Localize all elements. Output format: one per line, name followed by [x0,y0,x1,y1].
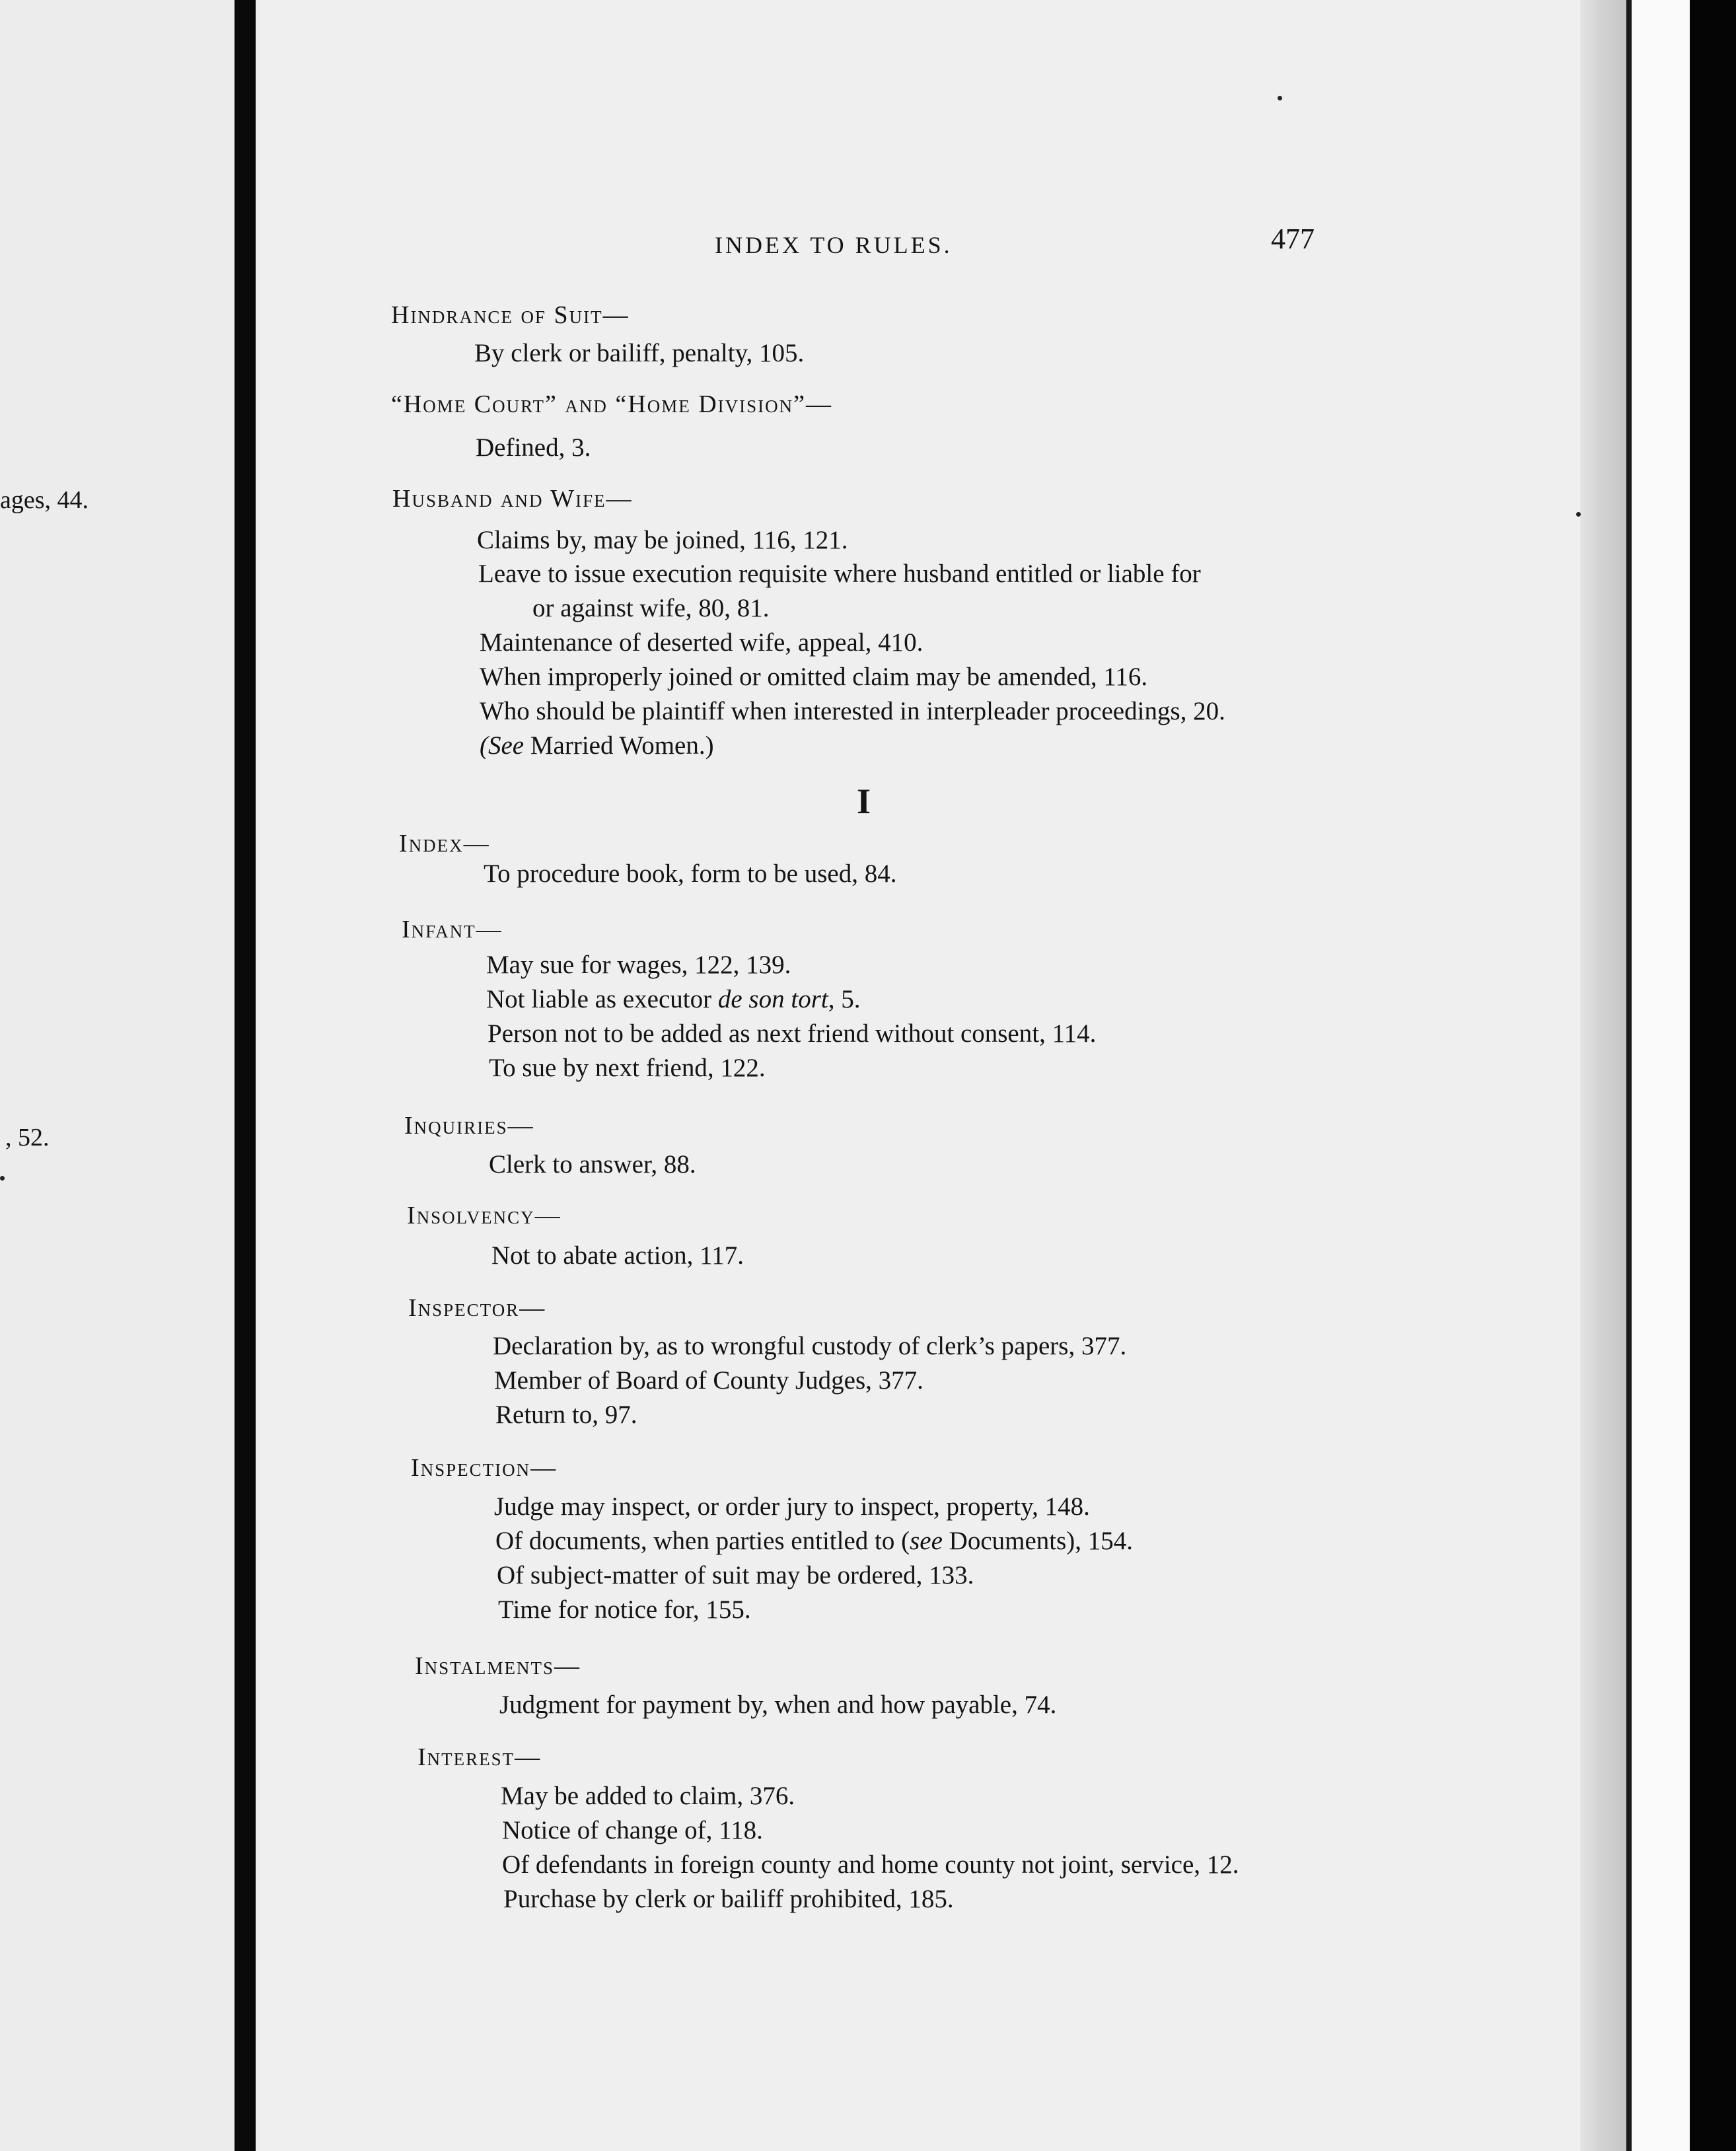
entry-line: Maintenance of deserted wife, appeal, 410. [480,628,923,657]
entry-line: May be added to claim, 376. [501,1782,795,1810]
page-edge-line [1626,0,1632,2151]
entry-line-text: , 5. [828,985,861,1013]
entry-line-text: Documents), 154. [942,1527,1134,1555]
running-head: INDEX TO RULES. [715,232,953,258]
facing-page [0,0,235,2151]
entry-line: Of subject-matter of suit may be ordered, 133. [497,1561,974,1589]
entry-line: When improperly joined or omitted claim may be amended, 116. [480,663,1148,691]
entry-line: To procedure book, form to be used, 84. [484,859,897,888]
entry-line: Claims by, may be joined, 116, 121. [477,526,848,554]
entry-line: Purchase by clerk or bailiff prohibited, 185. [503,1885,954,1913]
entry-heading: Hindrance of Suit— [391,301,630,329]
entry-line: Person not to be added as next friend without consent, 114. [488,1019,1097,1048]
page-number: 477 [1271,223,1315,255]
entry-heading: Inquiries— [404,1112,534,1140]
entry-heading: Infant— [402,916,503,943]
page-margin-strip [1632,0,1690,2151]
entry-line-text: Of documents, when parties entitled to ( [495,1527,910,1555]
page-edge [1580,0,1626,2151]
entry-heading: “Home Court” and “Home Division”— [391,390,832,418]
see-also-prefix: (See [480,731,524,760]
entry-line: Declaration by, as to wrongful custody of clerk’s papers, 377. [493,1332,1127,1360]
entry-heading: Index— [399,830,490,857]
entry-line: Defined, 3. [476,433,591,462]
entry-heading: Interest— [417,1743,542,1771]
entry-line: To sue by next friend, 122. [489,1054,766,1082]
entry-line: Notice of change of, 118. [502,1816,763,1844]
entry-line: May sue for wages, 122, 139. [486,951,791,979]
entry-line: By clerk or bailiff, penalty, 105. [474,339,805,367]
entry-line: Who should be plaintiff when interested in interpleader proceedings, 20. [480,697,1225,725]
entry-line: Not to abate action, 117. [491,1241,744,1270]
entry-line: Member of Board of County Judges, 377. [494,1366,923,1395]
see-also-target: Married Women.) [530,731,714,760]
entry-line [495,1526,1133,1556]
entry-line [486,984,860,1014]
book-gutter [235,0,256,2151]
letter-heading: I [857,782,871,821]
entry-line: Of defendants in foreign county and home county not joint, service, 12. [502,1850,1239,1879]
entry-line: Judgment for payment by, when and how payable, 74. [499,1691,1057,1719]
scan-border [1690,0,1736,2151]
see-also-line [480,731,714,760]
print-speck [1576,512,1581,517]
facing-page-fragment: , 52. [5,1124,50,1151]
entry-heading: Inspection— [411,1454,558,1482]
entry-heading: Husband and Wife— [392,485,633,513]
entry-heading: Insolvency— [407,1202,561,1229]
entry-heading: Inspector— [408,1294,546,1322]
entry-line: Leave to issue execution requisite where husband entitled or liable for [478,560,1201,588]
entry-line: Judge may inspect, or order jury to inspect, property, 148. [494,1492,1090,1521]
facing-page-fragment: ages, 44. [0,486,89,514]
print-speck [1278,96,1282,100]
entry-line: Time for notice for, 155. [498,1595,751,1624]
entry-line-text: Not liable as executor [486,985,712,1013]
entry-heading: Instalments— [415,1652,581,1680]
entry-line: or against wife, 80, 81. [532,594,770,622]
entry-line-italic: de son tort [717,985,828,1013]
entry-line: Return to, 97. [495,1401,637,1429]
print-speck [0,1176,5,1181]
entry-line: Clerk to answer, 88. [489,1150,696,1179]
entry-line-italic: see [910,1527,943,1555]
